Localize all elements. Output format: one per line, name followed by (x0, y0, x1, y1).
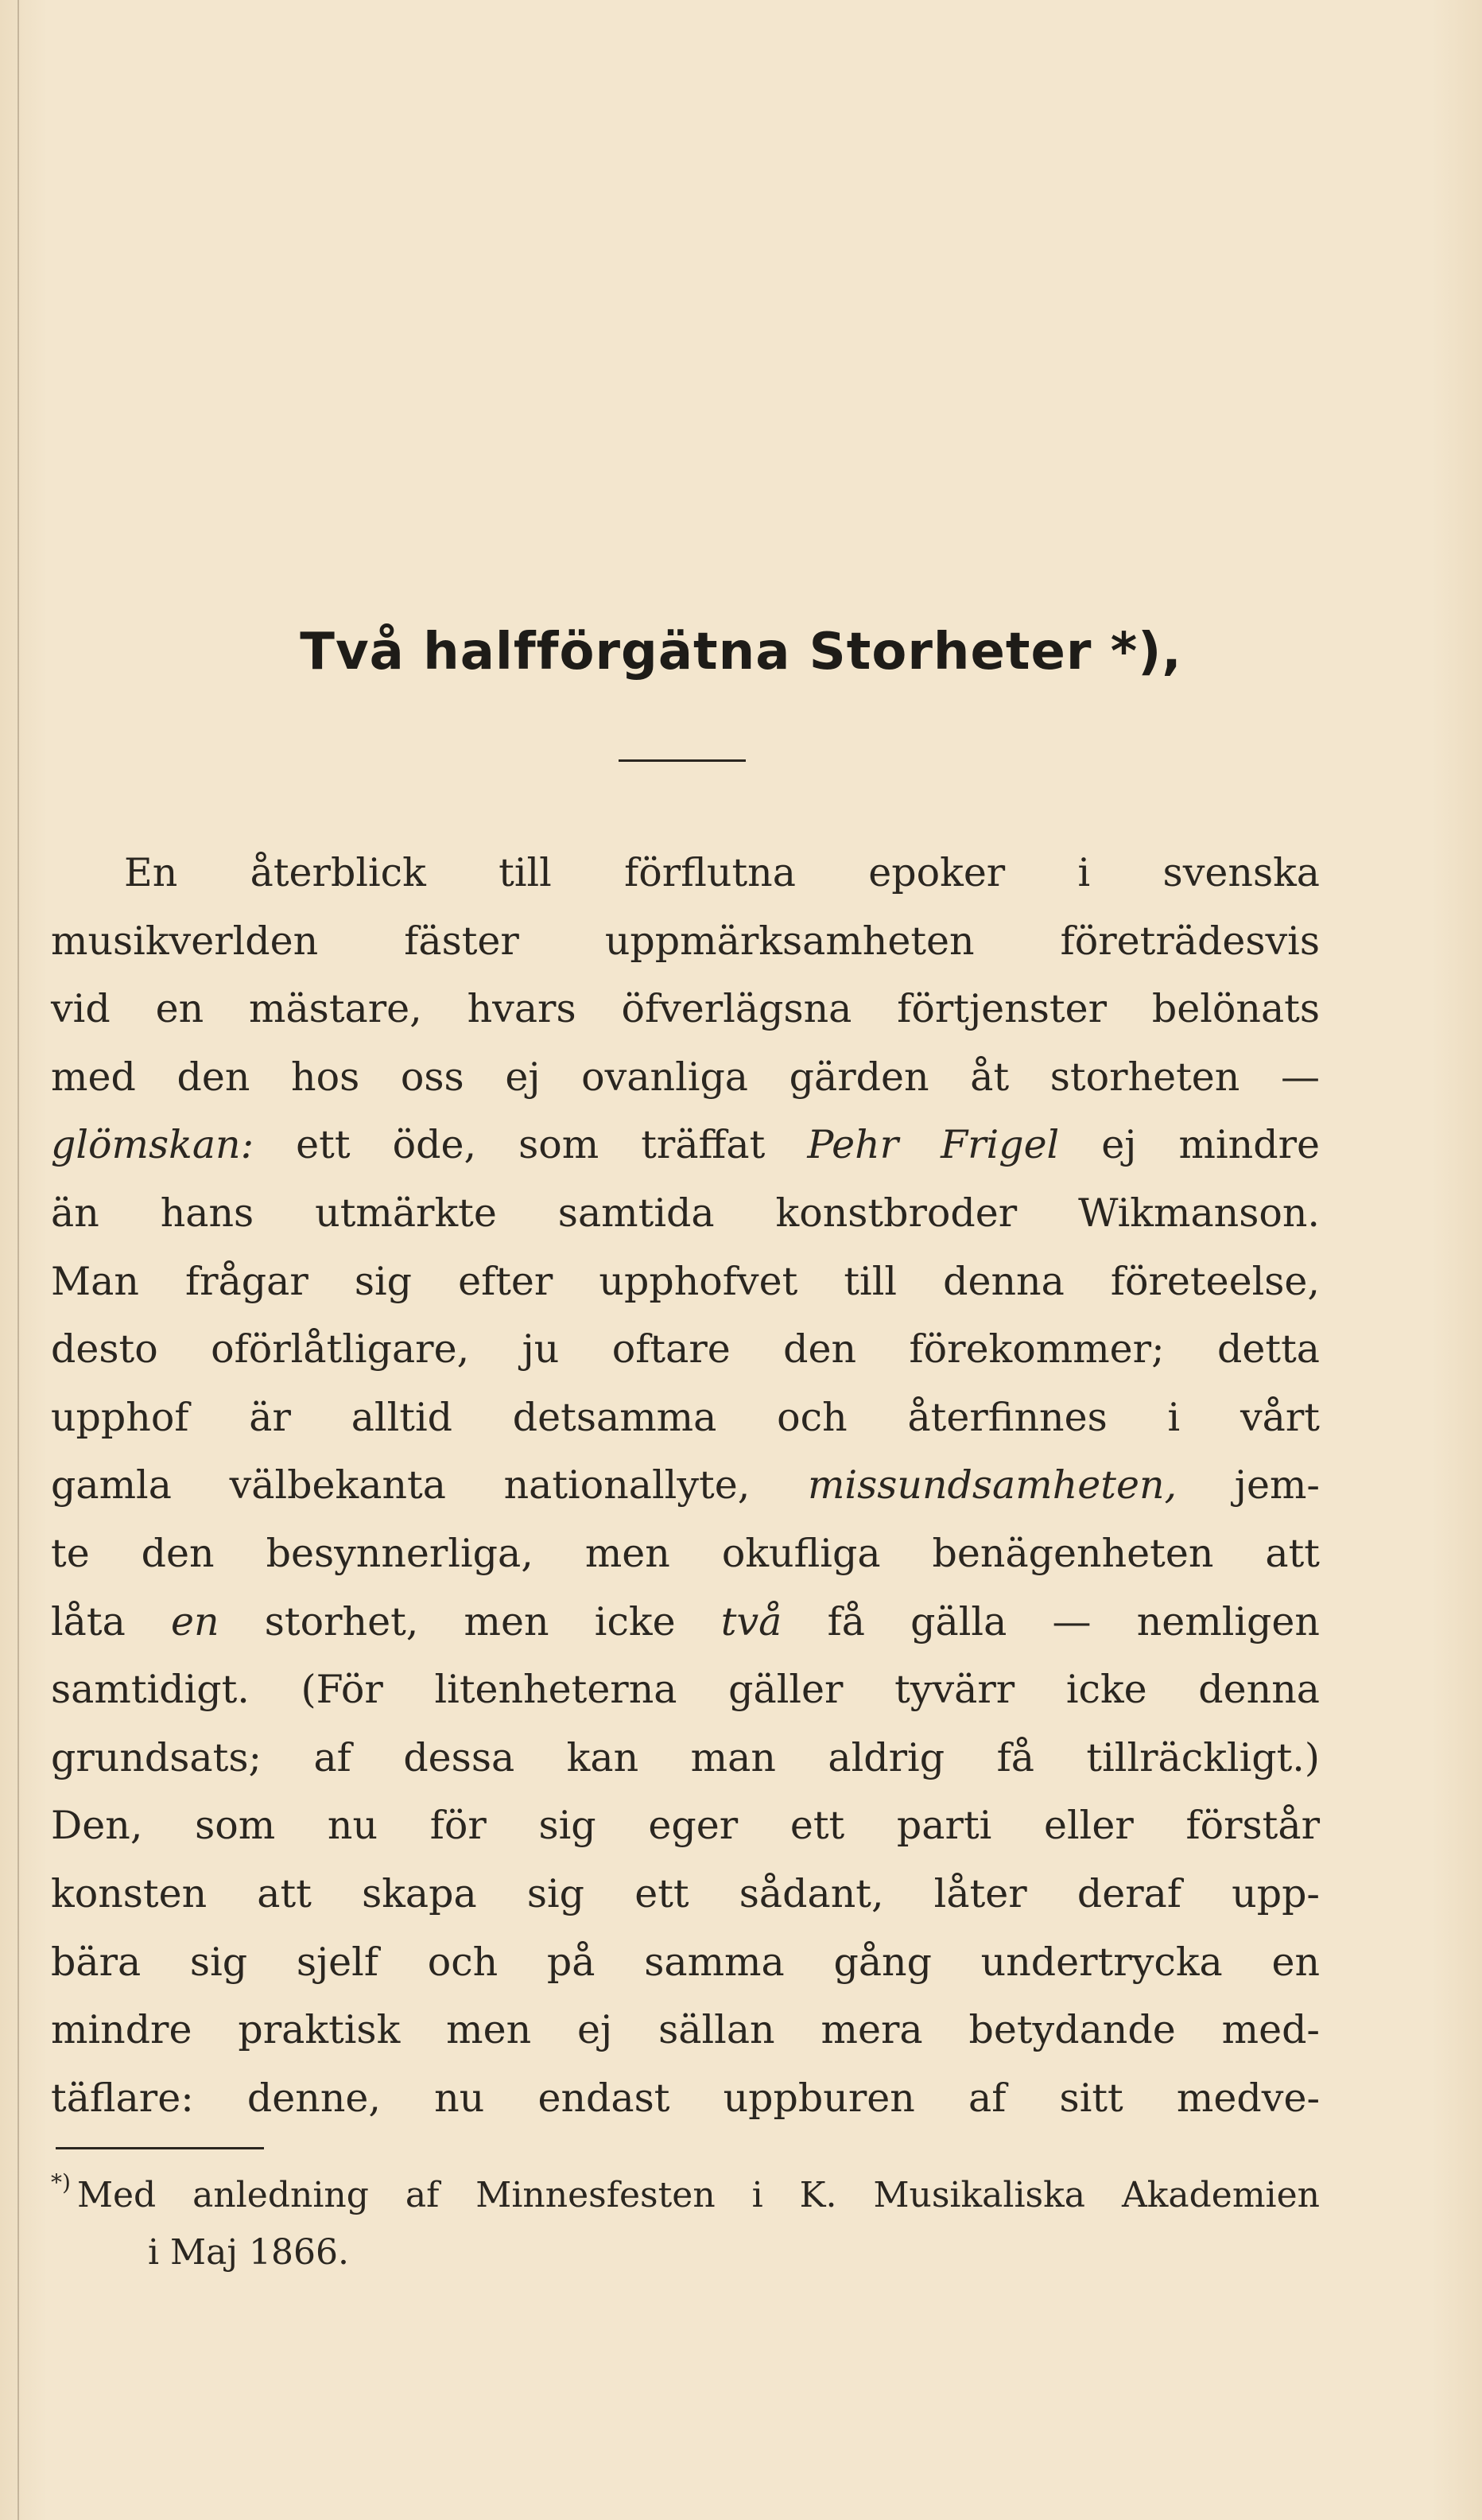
text-line: te den besynnerliga, men okufliga benägenheten att (51, 1530, 1320, 1576)
text-line: upphof är alltid detsamma och återfinnes i vårt (51, 1394, 1320, 1440)
text-line: desto oförlåtligare, ju oftare den förekommer; detta (51, 1326, 1320, 1373)
italic-term: en (171, 1598, 219, 1644)
text-line: än hans utmärkte samtida konstbroder Wikmanson. (51, 1190, 1320, 1236)
body-text (51, 839, 1320, 2132)
text-line: vid en mästare, hvars öfverlägsna förtjenster belönats (51, 986, 1320, 1032)
footnote-line: *) Med anledning af Minnesfesten i K. Musikaliska Akademien (51, 2169, 1320, 2215)
text-line: täflare: denne, nu endast uppburen af sitt medve- (51, 2075, 1320, 2121)
footnote (51, 2167, 1320, 2281)
text-line: mindre praktisk men ej sällan mera betydande med- (51, 2007, 1320, 2053)
text-line: låta en storhet, men icke två få gälla — nemligen (51, 1598, 1320, 1644)
chapter-title: Två halfförgätna Storheter *), (300, 623, 1182, 681)
italic-term: glömskan: (51, 1122, 254, 1168)
text-line: En återblick till förflutna epoker i svenska (124, 850, 1320, 895)
text-line: konsten att skapa sig ett sådant, låter deraf upp- (51, 1870, 1320, 1916)
italic-term: två (720, 1598, 782, 1644)
footnote-marker: *) (51, 2169, 71, 2196)
text-line: Man frågar sig efter upphofvet till denna företeelse, (51, 1258, 1320, 1304)
text-line: musikverlden fäster uppmärksamheten företrädesvis (51, 918, 1320, 964)
text-line: samtidigt. (För litenheterna gäller tyvärr icke denna (51, 1667, 1320, 1713)
text-line: grundsats; af dessa kan man aldrig få tillräckligt.) (51, 1734, 1320, 1780)
person-name: Pehr Frigel (807, 1122, 1060, 1168)
text-line: med den hos oss ej ovanliga gärden åt storheten — (51, 1054, 1320, 1100)
text-line: glömskan: ett öde, som träffat Pehr Frigel ej mindre (51, 1122, 1320, 1168)
footnote-line: i Maj 1866. (148, 2232, 349, 2273)
footnote-divider (56, 2147, 264, 2149)
italic-term: missundsamheten, (807, 1462, 1177, 1509)
text-line: Den, som nu för sig eger ett parti eller förstår (51, 1803, 1320, 1849)
title-divider (619, 759, 746, 762)
text-line: gamla välbekanta nationallyte, missundsamheten, jem- (51, 1462, 1320, 1509)
page-edge-shadow (17, 0, 19, 2520)
text-line: bära sig sjelf och på samma gång undertrycka en (51, 1939, 1320, 1985)
